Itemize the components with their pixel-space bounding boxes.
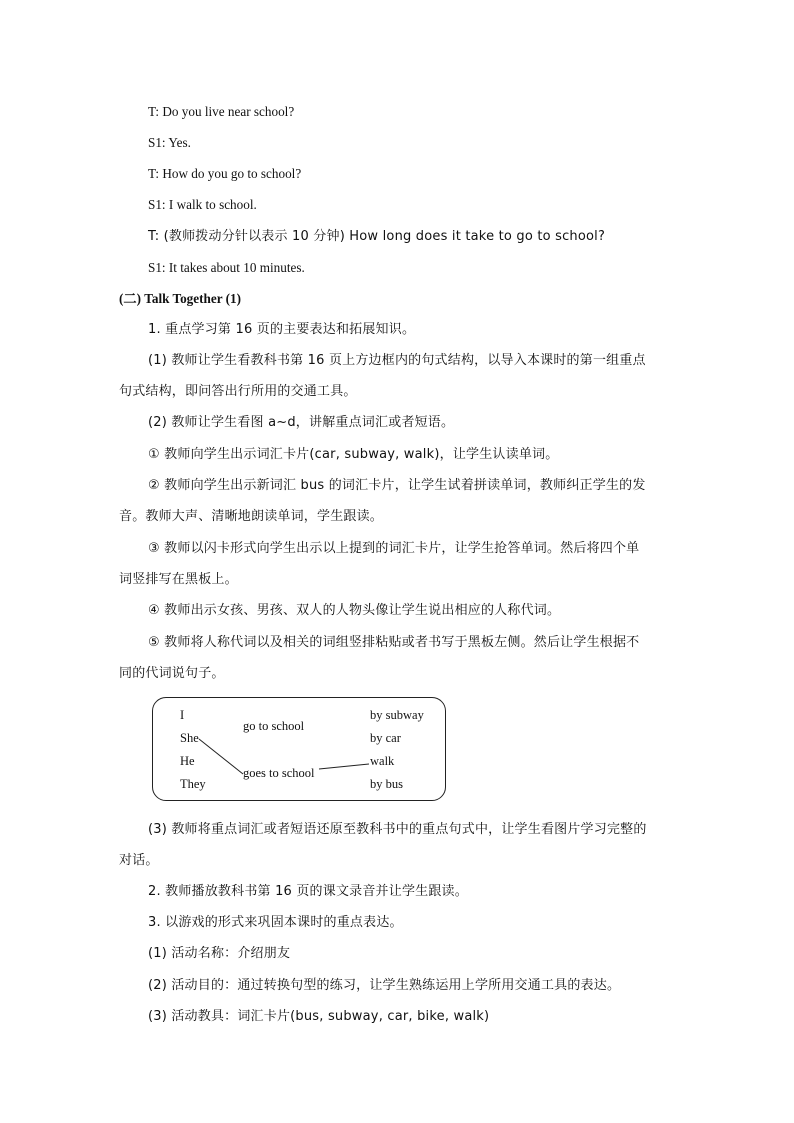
step-text: 词竖排写在黑板上。 <box>119 572 238 587</box>
pronoun-word: He <box>180 754 195 768</box>
dialogue-line: S1: I walk to school. <box>148 197 257 212</box>
step-text: 2. 教师播放教科书第 16 页的课文录音并让学生跟读。 <box>148 884 468 899</box>
dialogue-line: T: Do you live near school? <box>148 104 295 119</box>
step-text: ① 教师向学生出示词汇卡片(car, subway, walk)，让学生认读单词。 <box>148 447 559 462</box>
transport-word: by car <box>370 731 401 745</box>
phrase-word: go to school <box>243 719 305 733</box>
step-text: 同的代词说句子。 <box>119 666 225 681</box>
step-text: (1) 活动名称：介绍朋友 <box>148 946 291 961</box>
pronoun-word: She <box>180 731 199 745</box>
pronoun-diagram <box>152 697 446 801</box>
step-text: 3. 以游戏的形式来巩固本课时的重点表达。 <box>148 915 403 930</box>
step-text: (1) 教师让学生看教科书第 16 页上方边框内的句式结构，以导入本课时的第一组重点 <box>148 353 646 368</box>
step-text: (2) 教师让学生看图 a~d，讲解重点词汇或者短语。 <box>148 415 455 430</box>
step-text: 句式结构，即问答出行所用的交通工具。 <box>119 384 357 399</box>
step-text: (3) 教师将重点词汇或者短语还原至教科书中的重点句式中，让学生看图片学习完整的 <box>148 822 647 837</box>
dialogue-line: T: How do you go to school? <box>148 166 302 181</box>
step-text: 1. 重点学习第 16 页的主要表达和拓展知识。 <box>148 322 416 337</box>
goes-walk-link <box>319 764 369 769</box>
transport-word: by bus <box>370 777 403 791</box>
step-text: ② 教师向学生出示新词汇 bus 的词汇卡片，让学生试着拼读单词，教师纠正学生的发 <box>148 478 646 493</box>
dialogue-line: T: (教师拨动分针以表示 10 分钟) How long does it take to go to school? <box>148 229 606 244</box>
pronoun-word: They <box>180 777 206 791</box>
section-heading: (二) Talk Together (1) <box>119 291 241 306</box>
transport-word: by subway <box>370 708 424 722</box>
step-text: 音。教师大声、清晰地朗读单词，学生跟读。 <box>119 509 384 524</box>
transport-word: walk <box>370 754 395 768</box>
step-text: ④ 教师出示女孩、男孩、双人的人物头像让学生说出相应的人称代词。 <box>148 603 561 618</box>
pronoun-word: I <box>180 708 185 722</box>
dialogue-line: S1: Yes. <box>148 135 191 150</box>
step-text: (3) 活动教具：词汇卡片(bus, subway, car, bike, walk) <box>148 1009 490 1024</box>
dialogue-line: S1: It takes about 10 minutes. <box>148 260 305 275</box>
step-text: (2) 活动目的：通过转换句型的练习，让学生熟练运用上学所用交通工具的表达。 <box>148 978 621 993</box>
phrase-word: goes to school <box>243 766 315 780</box>
step-text: ⑤ 教师将人称代词以及相关的词组竖排粘贴或者书写于黑板左侧。然后让学生根据不 <box>148 635 640 650</box>
step-text: 对话。 <box>119 853 159 868</box>
she-goes-link <box>199 739 243 774</box>
step-text: ③ 教师以闪卡形式向学生出示以上提到的词汇卡片，让学生抢答单词。然后将四个单 <box>148 541 640 556</box>
